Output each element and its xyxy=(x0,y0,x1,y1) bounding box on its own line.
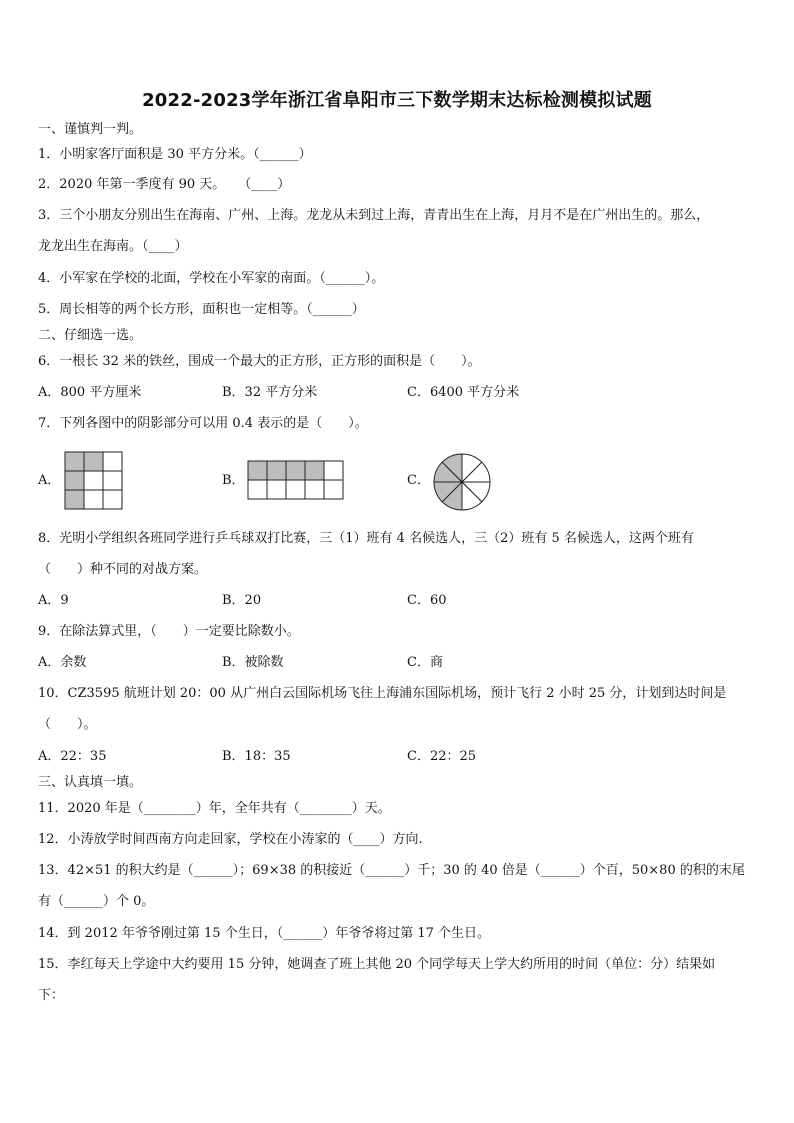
q7-option-a-grid xyxy=(64,451,124,511)
section-heading-choice: 二、仔细选一选。 xyxy=(38,328,143,343)
page-title: 2022-2023学年浙江省阜阳市三下数学期末达标检测模拟试题 xyxy=(142,90,652,111)
question-3-line-1: 3．三个小朋友分别出生在海南、广州、上海。龙龙从未到过上海，青青出生在上海，月月不是在广州出生的。那么， xyxy=(38,208,710,223)
grid-a-cell xyxy=(103,452,122,471)
grid-b-cell xyxy=(324,461,343,480)
grid-a-cell xyxy=(65,490,84,509)
question-6: 6．一根长 32 米的铁丝，围成一个最大的正方形，正方形的面积是（ ）。 xyxy=(38,354,481,369)
q9-option-c: C．商 xyxy=(407,655,443,670)
q10-option-c: C．22：25 xyxy=(407,749,477,764)
q10-option-b: B．18：35 xyxy=(222,749,291,764)
q6-option-a: A．800 平方厘米 xyxy=(38,385,142,400)
q9-option-b: B．被除数 xyxy=(222,655,284,670)
grid-b-cell xyxy=(286,480,305,499)
question-14: 14．到 2012 年爷爷刚过第 15 个生日，（______）年爷爷将过第 17 个生日。 xyxy=(38,926,491,941)
grid-a-cell xyxy=(65,452,84,471)
grid-b-cell xyxy=(248,480,267,499)
grid-b-cell xyxy=(286,461,305,480)
q10-option-a: A．22：35 xyxy=(38,749,107,764)
q8-option-a: A．9 xyxy=(38,593,69,608)
q7-option-a-label: A． xyxy=(38,473,61,488)
question-11: 11．2020 年是（________）年，全年共有（________）天。 xyxy=(38,801,391,816)
grid-a-cell xyxy=(65,471,84,490)
question-1: 1．小明家客厅面积是 30 平方分米。（______） xyxy=(38,147,312,162)
question-4: 4．小军家在学校的北面，学校在小军家的南面。（______）。 xyxy=(38,271,385,286)
grid-b-cell xyxy=(305,461,324,480)
grid-a-cell xyxy=(103,471,122,490)
q7-option-c-label: C． xyxy=(407,473,430,488)
question-10-line-1: 10．CZ3595 航班计划 20：00 从广州白云国际机场飞往上海浦东国际机场，预计飞行 2 小时 25 分，计划到达时间是 xyxy=(38,686,727,701)
q6-option-b: B．32 平方分米 xyxy=(222,385,318,400)
grid-b-cell xyxy=(248,461,267,480)
q9-option-a: A．余数 xyxy=(38,655,87,670)
grid-a-cell xyxy=(84,471,103,490)
question-8-line-2: （ ）种不同的对战方案。 xyxy=(38,562,208,577)
q8-option-c: C．60 xyxy=(407,593,447,608)
q8-option-b: B．20 xyxy=(222,593,262,608)
q7-option-b-label: B． xyxy=(222,473,245,488)
grid-a-cell xyxy=(103,490,122,509)
question-15-line-1: 15．李红每天上学途中大约要用 15 分钟，她调查了班上其他 20 个同学每天上学大约所用的时间（单位：分）结果如 xyxy=(38,957,716,972)
grid-a-cell xyxy=(84,490,103,509)
question-5: 5．周长相等的两个长方形，面积也一定相等。（______） xyxy=(38,302,365,317)
question-8-line-1: 8．光明小学组织各班同学进行乒乓球双打比赛，三（1）班有 4 名候选人，三（2）班有 5 名候选人，这两个班有 xyxy=(38,531,694,546)
grid-b-cell xyxy=(267,480,286,499)
question-10-line-2: （ ）。 xyxy=(38,717,97,732)
grid-b-cell xyxy=(267,461,286,480)
question-13-line-2: 有（______）个 0。 xyxy=(38,894,155,909)
grid-b-cell xyxy=(324,480,343,499)
question-13-line-1: 13．42×51 的积大约是（______）；69×38 的积接近（______）千；30 的 40 倍是（______）个百，50×80 的积的末尾 xyxy=(38,863,745,878)
question-7: 7．下列各图中的阴影部分可以用 0.4 表示的是（ ）。 xyxy=(38,416,368,431)
question-2: 2．2020 年第一季度有 90 天。 （____） xyxy=(38,177,291,192)
q7-option-c-circle xyxy=(432,452,492,512)
q6-option-c: C．6400 平方分米 xyxy=(407,385,520,400)
question-9: 9．在除法算式里，（ ）一定要比除数小。 xyxy=(38,624,300,639)
section-heading-judge: 一、谨慎判一判。 xyxy=(38,122,143,137)
question-15-line-2: 下： xyxy=(38,988,65,1003)
q7-option-b-grid xyxy=(247,460,345,500)
section-heading-fill: 三、认真填一填。 xyxy=(38,775,143,790)
question-3-line-2: 龙龙出生在海南。（____） xyxy=(38,239,188,254)
question-12: 12．小涛放学时间西南方向走回家，学校在小涛家的（____）方向. xyxy=(38,832,423,847)
grid-a-cell xyxy=(84,452,103,471)
grid-b-cell xyxy=(305,480,324,499)
